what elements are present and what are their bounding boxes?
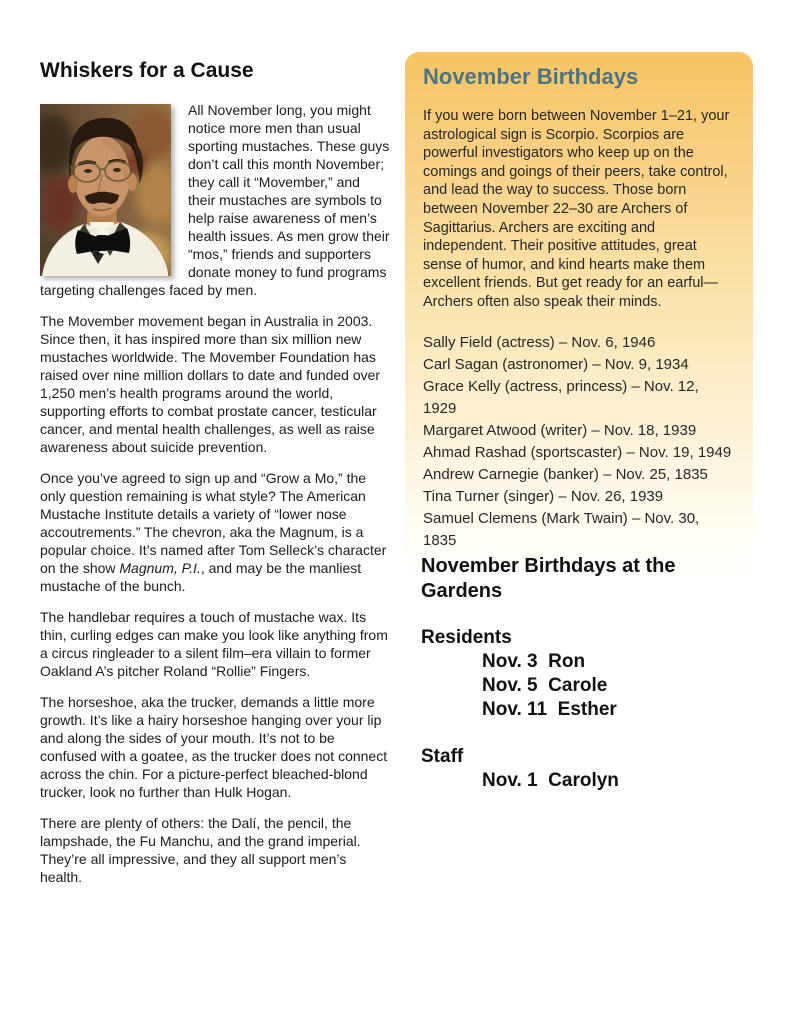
birthday-entry: Carl Sagan (astronomer) – Nov. 9, 1934 [423,355,689,373]
group-spacer [421,722,753,745]
article-paragraph: The handlebar requires a touch of mustache wax. Its thin, curling edges can make you look like anything from a circus ringleader to a silent film–era villain to former Oakland A’s pitcher Roland “Rollie” Fingers. [40,609,388,679]
birthday-entry: Andrew Carnegie (banker) – Nov. 25, 1835 [423,465,708,483]
gardens-birthday-entry: Nov. 11 Esther [482,699,617,720]
portrait-illustration [40,104,171,276]
birthday-entry: Ahmad Rashad (sportscaster) – Nov. 19, 1949 [423,443,732,461]
birthday-entry: Tina Turner (singer) – Nov. 26, 1939 [423,487,664,505]
article-whiskers-for-a-cause [40,58,390,899]
article-paragraph: The horseshoe, aka the trucker, demands a little more growth. It’s like a hairy horseshoe hanging over your lip and along the sides of your mouth. It’s not to be confused with a goatee, as the trucker does not connect across the chin. For a picture-perfect bleached-blond trucker, look no further than Hulk Hogan. [40,694,388,800]
article-body [40,101,390,886]
birthday-entry: Grace Kelly (actress, princess) – Nov. 12, 1929 [423,377,699,417]
gardens-group-label: Residents [421,627,512,648]
celebrity-birthday-list [423,332,735,552]
birthday-entry: Samuel Clemens (Mark Twain) – Nov. 30, 1835 [423,509,700,549]
article-paragraph: There are plenty of others: the Dalí, the pencil, the lampshade, the Fu Manchu, and the grand imperial. They’re all impressive, and they all support men’s health. [40,815,361,885]
birthday-entry: Sally Field (actress) – Nov. 6, 1946 [423,333,656,351]
november-birthdays-box [405,52,753,576]
gardens-birthday-entry: Nov. 3 Ron [482,651,586,672]
mustache-portrait-photo [40,104,171,276]
article-paragraph: All November long, you might notice more men than usual sporting mustaches. These guys don’t call this month November; they call it “Movember,” and their mustaches are symbols to help raise awareness of men’s health issues. As men grow their “mos,” friends and supporters donate money to fund programs targeting challenges faced by men. [40,102,390,298]
birthdays-box-title: November Birthdays [423,64,639,89]
article-paragraph: The Movember movement began in Australia in 2003. Since then, it has inspired more than six million new mustaches worldwide. The Movember Foundation has raised over nine million dollars to date and funded over 1,250 men’s health programs around the world, supporting efforts to combat prostate cancer, testicular cancer, and mental health challenges, as well as raise awareness about suicide prevention. [40,313,381,455]
article-title: Whiskers for a Cause [40,59,254,82]
astrology-paragraph: If you were born between November 1–21, your astrological sign is Scorpio. Scorpios are powerful investigators who keep up on the comings and goings of their peers, take control, and lead the way to success. Those born between November 22–30 are Archers of Sagittarius. Archers are exciting and independent. Their positive attitudes, great sense of humor, and kind hearts make them excellent friends. But get ready for an earful—Archers often also speak their minds. [423,108,730,310]
gardens-birthdays-section [421,554,753,793]
gardens-section-title: November Birthdays at the Gardens [421,555,676,602]
gardens-groups [421,626,753,793]
gardens-birthday-entry: Nov. 5 Carole [482,675,608,696]
article-paragraph: Once you’ve agreed to sign up and “Grow a Mo,” the only question remaining is what style? The American Mustache Institute details a variety of “lower nose accoutrements.” The chevron, aka the Magnum, is a popular choice. It’s named after Tom Selleck’s character on the show Magnum, P.I., and may be the manliest mustache of the bunch. [40,470,387,594]
gardens-group-label: Staff [421,746,464,767]
gardens-birthday-entry: Nov. 1 Carolyn [482,770,619,791]
birthday-entry: Margaret Atwood (writer) – Nov. 18, 1939 [423,421,697,439]
